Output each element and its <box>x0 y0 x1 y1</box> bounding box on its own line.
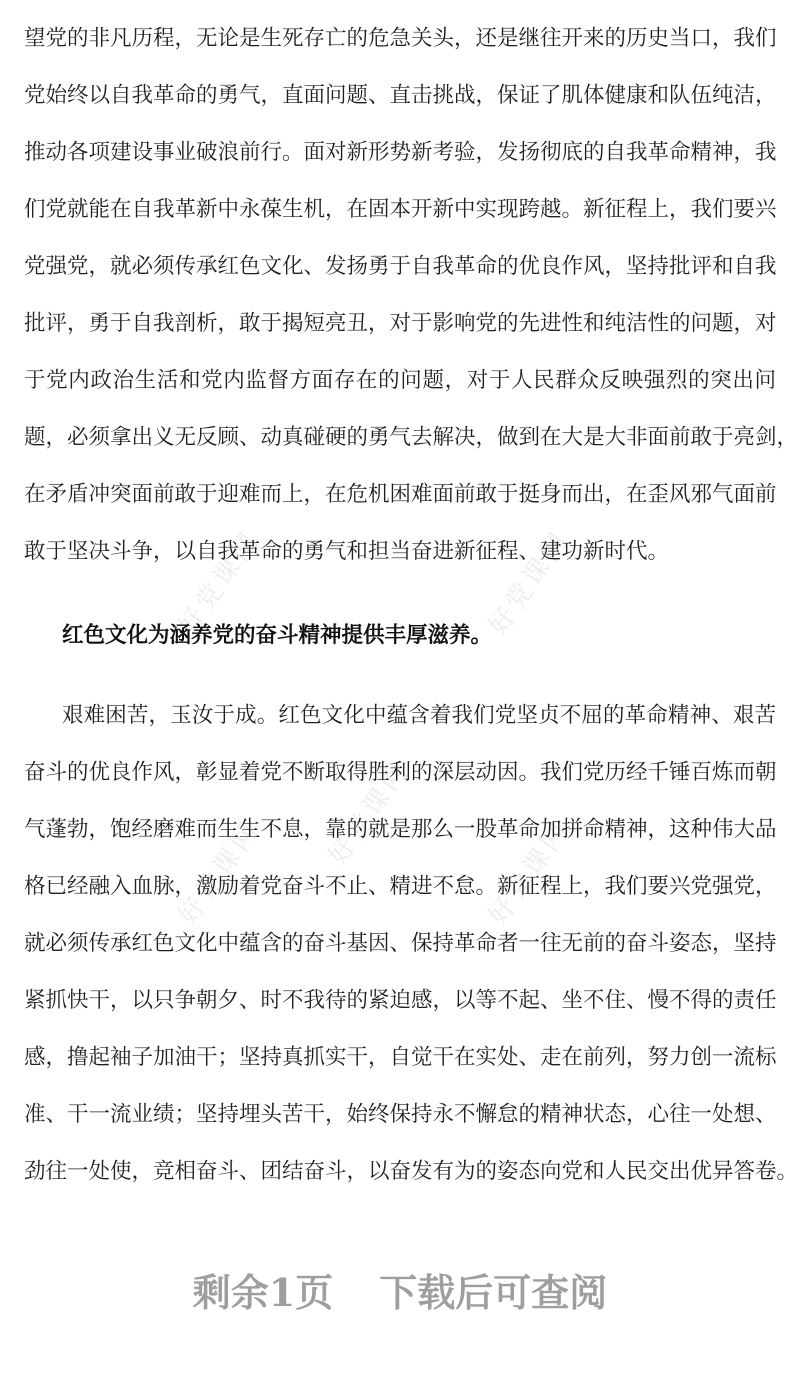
text-line: 望党的非凡历程，无论是生死存亡的危急关头，还是继往开来的历史当口，我们 <box>24 26 777 51</box>
watermark: 好党课网 <box>172 815 267 931</box>
text-line: 就必须传承红色文化中蕴含的奋斗基因、保持革命者一往无前的奋斗姿态，坚持 <box>24 931 777 956</box>
text-line: 劲往一处使，竞相奋斗、团结奋斗，以奋发有为的姿态向党和人民交出优异答卷。 <box>24 1159 799 1184</box>
text-line: 格已经融入血脉，激励着党奋斗不止、精进不怠。新征程上，我们要兴党强党， <box>24 874 777 899</box>
download-prompt-banner[interactable] <box>0 1268 800 1318</box>
text-line: 紧抓快干，以只争朝夕、时不我待的紧迫感，以等不起、坐不住、慢不得的责任 <box>24 988 777 1013</box>
text-line: 气蓬勃，饱经磨难而生生不息，靠的就是那么一股革命加拼命精神，这种伟大品 <box>24 817 777 842</box>
text-line: 于党内政治生活和党内监督方面存在的问题，对于人民群众反映强烈的突出问 <box>24 368 776 393</box>
section-heading: 红色文化为涵养党的奋斗精神提供丰厚滋养。 <box>62 623 493 648</box>
text-line: 奋斗的优良作风，彰显着党不断取得胜利的深层动因。我们党历经千锤百炼而朝 <box>24 760 777 785</box>
text-line: 在矛盾冲突面前敢于迎难而上，在危机困难面前敢于挺身而出，在歪风邪气面前 <box>24 482 777 507</box>
download-to-view-label[interactable]: 下载后可查阅 <box>379 1270 608 1315</box>
text-line: 党强党，就必须传承红色文化、发扬勇于自我革命的优良作风，坚持批评和自我 <box>24 254 777 279</box>
watermark: 好党课网 <box>322 755 417 871</box>
text-line: 感，撸起袖子加油干；坚持真抓实干，自觉干在实处、走在前列，努力创一流标 <box>24 1045 777 1070</box>
remaining-pages-label: 剩余1页 <box>192 1270 334 1315</box>
text-line: 题，必须拿出义无反顾、动真碰硬的勇气去解决，做到在大是大非面前敢于亮剑， <box>24 425 799 450</box>
text-line: 批评，勇于自我剖析，敢于揭短亮丑，对于影响党的先进性和纯洁性的问题，对 <box>24 311 777 336</box>
watermark: 好党课网 <box>172 525 267 641</box>
text-line: 准、干一流业绩；坚持埋头苦干，始终保持永不懈怠的精神状态，心往一处想、 <box>24 1102 777 1127</box>
watermark: 好党课网 <box>482 525 577 641</box>
text-line: 艰难困苦，玉汝于成。红色文化中蕴含着我们党坚贞不屈的革命精神、艰苦 <box>62 703 776 728</box>
text-line: 敢于坚决斗争，以自我革命的勇气和担当奋进新征程、建功新时代。 <box>24 539 670 564</box>
text-line: 推动各项建设事业破浪前行。面对新形势新考验，发扬彻底的自我革命精神，我 <box>24 140 777 165</box>
watermark: 好党课网 <box>482 815 577 931</box>
text-line: 们党就能在自我革新中永葆生机，在固本开新中实现跨越。新征程上，我们要兴 <box>24 197 777 222</box>
text-line: 党始终以自我革命的勇气，直面问题、直击挑战，保证了肌体健康和队伍纯洁， <box>24 83 777 108</box>
